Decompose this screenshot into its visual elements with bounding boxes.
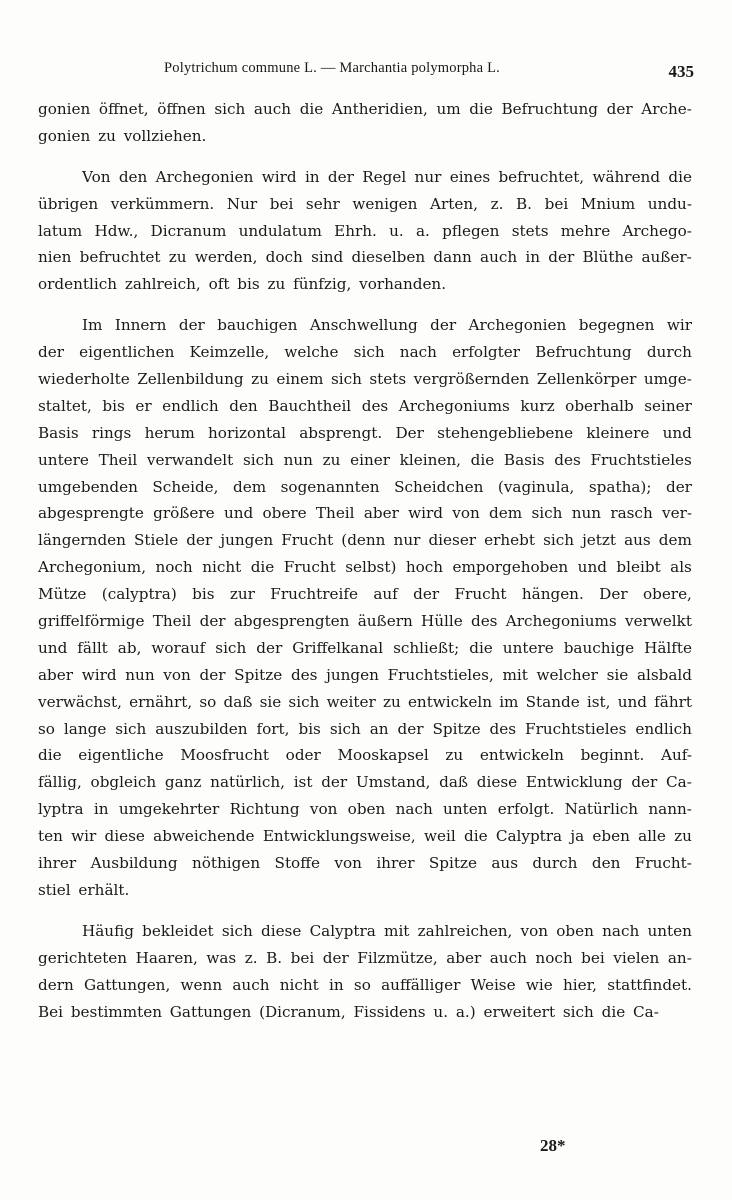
paragraph-gap	[38, 298, 692, 312]
text-line: ordentlich zahlreich, oft bis zu fünfzig, vorhanden.	[38, 275, 447, 294]
text-line: umgebenden Scheide, dem sogenannten Scheidchen (vaginula, spatha); der	[38, 477, 692, 496]
text-line: nien befruchtet zu werden, doch sind dieselben dann auch in der Blüthe außer-	[38, 248, 692, 267]
text-line: und fällt ab, worauf sich der Griffelkanal schließt; die untere bauchige Hälfte	[38, 638, 692, 657]
text-line: Mütze (calyptra) bis zur Fruchtreife auf der Frucht hängen. Der obere,	[38, 585, 692, 604]
page-number: 435	[668, 62, 694, 81]
paragraph	[38, 164, 692, 298]
text-line: Basis rings herum horizontal absprengt. Der stehengebliebene kleinere und	[38, 423, 692, 442]
text-line: Archegonium, noch nicht die Frucht selbst) hoch emporgehoben und bleibt als	[38, 558, 692, 577]
text-line: latum Hdw., Dicranum undulatum Ehrh. u. a. pflegen stets mehre Archego-	[38, 221, 692, 240]
text-line: untere Theil verwandelt sich nun zu einer kleinen, die Basis des Fruchtstieles	[38, 450, 692, 469]
text-line: Häufig bekleidet sich diese Calyptra mit zahlreichen, von oben nach unten	[82, 921, 692, 940]
text-line: ihrer Ausbildung nöthigen Stoffe von ihrer Spitze aus durch den Frucht-	[38, 854, 692, 873]
text-line: die eigentliche Moosfrucht oder Mooskapsel zu entwickeln beginnt. Auf-	[38, 746, 692, 765]
text-line: gonien zu vollziehen.	[38, 126, 207, 145]
paragraph-gap	[38, 150, 692, 164]
running-head: Polytrichum commune L. — Marchantia polymorpha L.	[164, 60, 500, 76]
paragraph	[38, 918, 692, 1026]
text-line: der eigentlichen Keimzelle, welche sich nach erfolgter Befruchtung durch	[38, 343, 692, 362]
text-line: verwächst, ernährt, so daß sie sich weiter zu entwickeln im Stande ist, und fährt	[38, 692, 692, 711]
text-line: aber wird nun von der Spitze des jungen Fruchtstieles, mit welcher sie alsbald	[38, 665, 692, 684]
text-line: längernden Stiele der jungen Frucht (denn nur dieser erhebt sich jetzt aus dem	[38, 531, 692, 550]
text-line: so lange sich auszubilden fort, bis sich an der Spitze des Fruchtstieles endlich	[38, 719, 692, 738]
text-line: Von den Archegonien wird in der Regel nur eines befruchtet, während die	[82, 167, 692, 186]
text-line: Bei bestimmten Gattungen (Dicranum, Fissidens u. a.) erweitert sich die Ca-	[38, 1002, 659, 1021]
text-line: staltet, bis er endlich den Bauchtheil des Archegoniums kurz oberhalb seiner	[38, 396, 692, 415]
body-text	[38, 96, 692, 1025]
text-line: dern Gattungen, wenn auch nicht in so auffälliger Weise wie hier, stattfindet.	[38, 975, 692, 994]
text-line: fällig, obgleich ganz natürlich, ist der Umstand, daß diese Entwicklung der Ca-	[38, 773, 692, 792]
text-line: gerichteten Haaren, was z. B. bei der Filzmütze, aber auch noch bei vielen an-	[38, 948, 692, 967]
paragraph	[38, 312, 692, 904]
text-line: Im Innern der bauchigen Anschwellung der Archegonien begegnen wir	[82, 316, 692, 335]
signature-mark: 28*	[540, 1136, 566, 1155]
text-line: gonien öffnet, öffnen sich auch die Antheridien, um die Befruchtung der Arche-	[38, 100, 692, 118]
text-line: lyptra in umgekehrter Richtung von oben nach unten erfolgt. Natürlich nann-	[38, 800, 692, 819]
page-header	[38, 60, 694, 84]
paragraph-gap	[38, 904, 692, 918]
text-line: abgesprengte größere und obere Theil aber wird von dem sich nun rasch ver-	[38, 504, 692, 523]
text-line: übrigen verkümmern. Nur bei sehr wenigen Arten, z. B. bei Mnium undu-	[38, 194, 692, 213]
text-line: wiederholte Zellenbildung zu einem sich stets vergrößernden Zellenkörper umge-	[38, 370, 692, 389]
text-line: stiel erhält.	[38, 880, 130, 899]
paragraph	[38, 96, 692, 150]
text-line: griffelförmige Theil der abgesprengten äußern Hülle des Archegoniums verwelkt	[38, 612, 692, 631]
text-line: ten wir diese abweichende Entwicklungsweise, weil die Calyptra ja eben alle zu	[38, 827, 692, 846]
